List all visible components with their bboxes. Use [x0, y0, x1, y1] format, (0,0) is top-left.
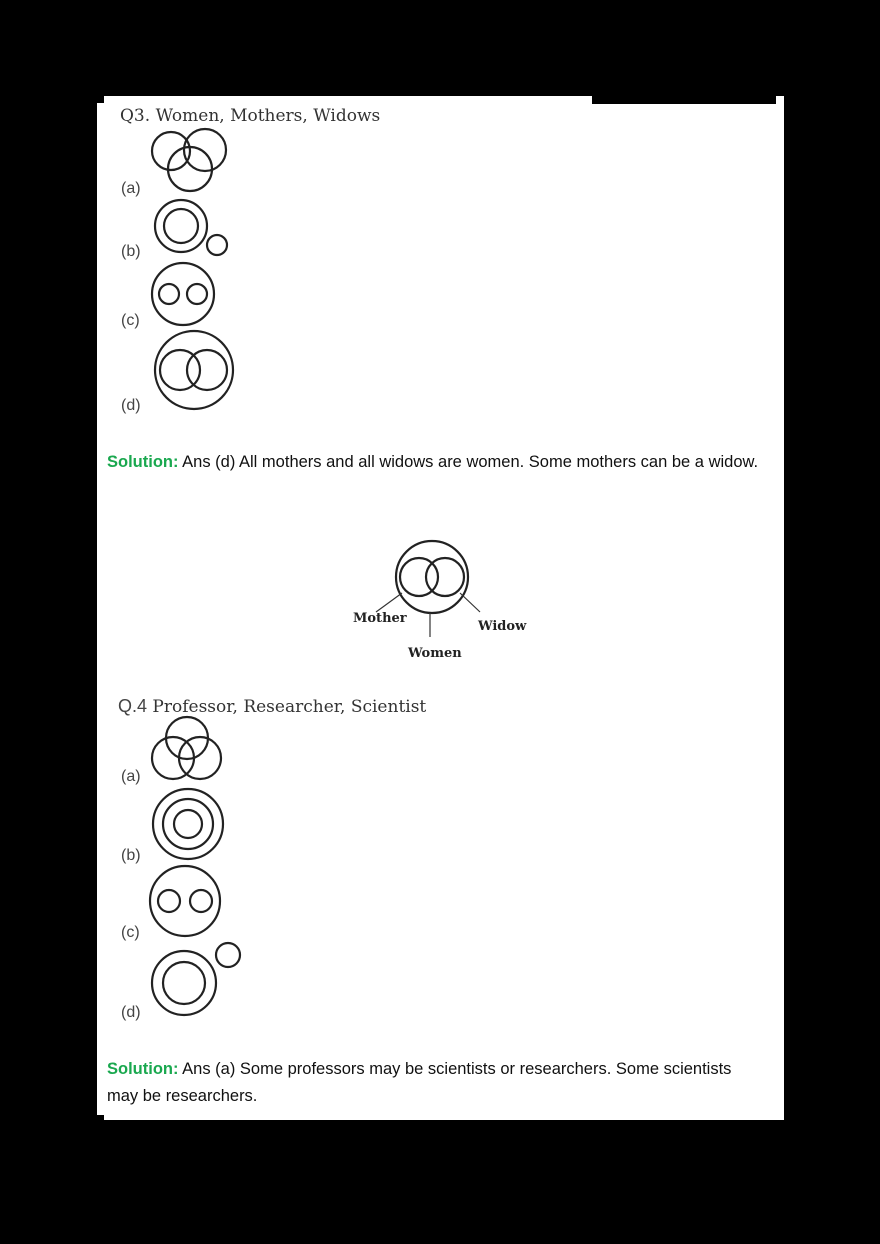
q4-option-a-label: (a): [121, 768, 141, 785]
q3-option-b-label: (b): [121, 243, 141, 260]
q3-solution-label: Solution:: [107, 453, 179, 471]
q4-title-text: Professor, Researcher, Scientist: [152, 697, 427, 717]
q3-solution-text: Ans (d) All mothers and all widows are women. Some mothers can be a widow.: [178, 453, 759, 471]
mother-label: Mother: [353, 611, 407, 626]
q4-solution-text: Ans (a) Some professors may be scientists or researchers. Some scientists may be researchers.: [107, 1060, 732, 1105]
q4-option-c-label: (c): [121, 924, 140, 941]
q4-option-b-label: (b): [121, 847, 141, 864]
q3-number: Q3.: [120, 106, 151, 126]
women-label: Women: [408, 646, 462, 661]
q3-option-c-label: (c): [121, 312, 140, 329]
q3-option-a-label: (a): [121, 180, 141, 197]
q3-title-text: Women, Mothers, Widows: [155, 106, 381, 126]
widow-label: Widow: [478, 619, 527, 634]
q4-solution: [107, 1056, 767, 1110]
q4-solution-label: Solution:: [107, 1060, 179, 1078]
q4-number: Q.4: [118, 696, 148, 716]
q4-option-d-label: (d): [121, 1004, 141, 1021]
q3-option-d-label: (d): [121, 397, 141, 414]
